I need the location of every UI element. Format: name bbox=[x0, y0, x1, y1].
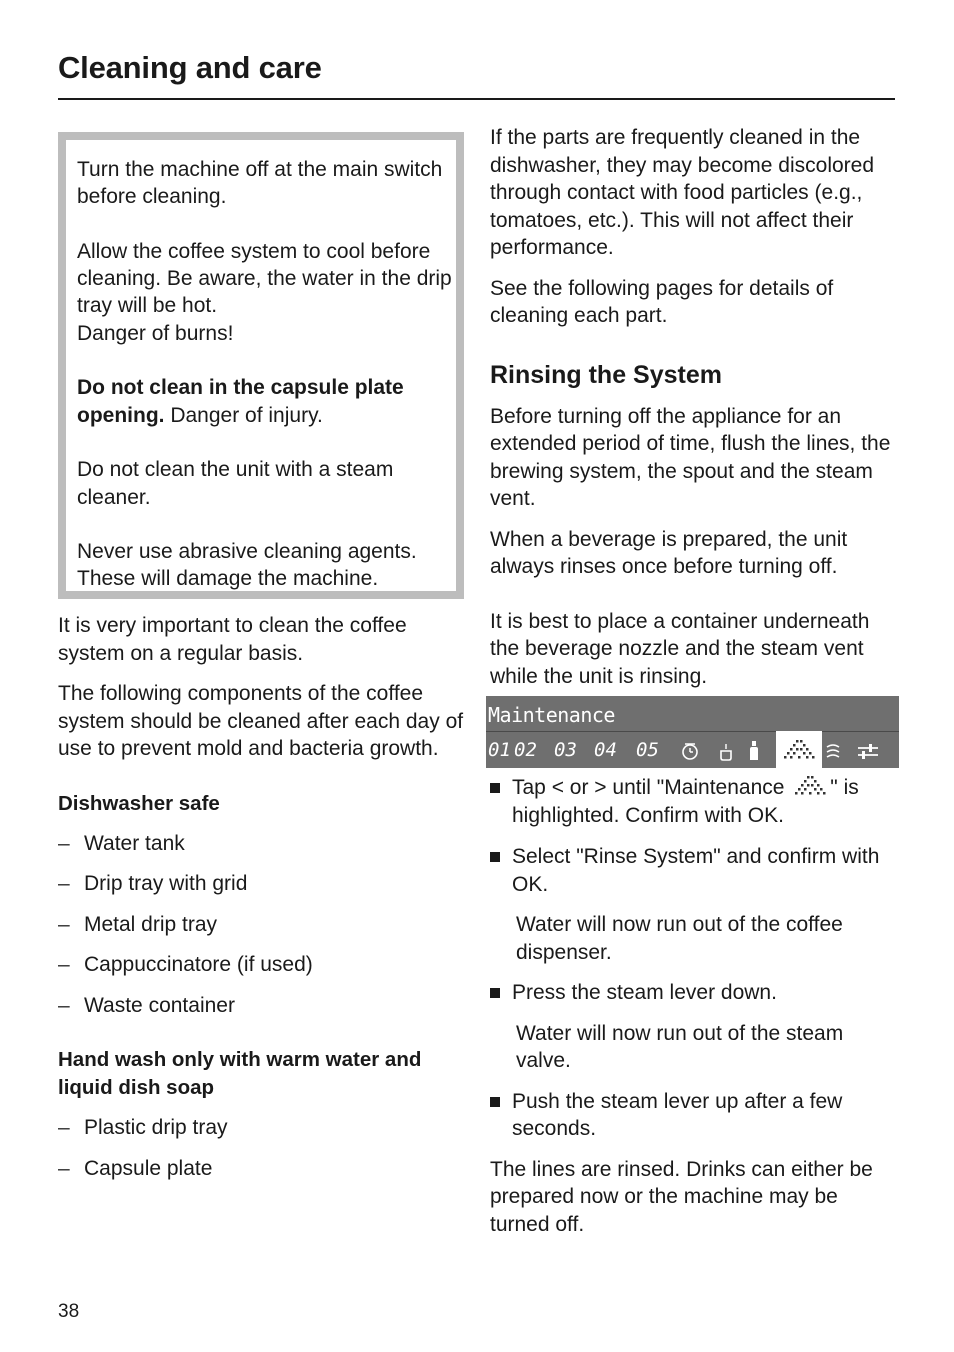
rinse-steps bbox=[490, 774, 900, 1238]
warning-cool: Allow the coffee system to cool before cleaning. Be aware, the water in the drip tray will be hot. Danger of burns! bbox=[77, 239, 452, 345]
rinse-icon bbox=[824, 741, 842, 763]
discoloration-note: If the parts are frequently cleaned in the dishwasher, they may become discolored through contact with food particles (e.g., tomatoes, etc.). This will not affect their performance. bbox=[490, 126, 875, 259]
step-result-steam: Water will now run out of the steam valve. bbox=[516, 1021, 844, 1072]
list-item: – Water tank bbox=[58, 830, 470, 858]
page-number: 38 bbox=[58, 1301, 80, 1322]
dishwasher-heading: Dishwasher safe bbox=[58, 791, 220, 815]
warning-switch-off: Turn the machine off at the main switch before cleaning. bbox=[77, 158, 443, 209]
list-item: – Capsule plate bbox=[58, 1155, 470, 1183]
maintenance-inline-icon bbox=[790, 775, 830, 797]
display-item-04: 04 bbox=[594, 739, 617, 761]
list-item: – Plastic drip tray bbox=[58, 1114, 470, 1142]
display-item-02: 02 bbox=[514, 739, 537, 761]
page-title: Cleaning and care bbox=[58, 50, 322, 85]
step-rinse-system: Select "Rinse System" and confirm with OK. bbox=[490, 843, 900, 898]
rinse-intro: Before turning off the appliance for an extended period of time, flush the lines, the brewing system, the spout and the steam vent. bbox=[490, 404, 891, 510]
intro-regular-cleaning: It is very important to clean the coffee system on a regular basis. bbox=[58, 614, 407, 665]
list-item: – Cappuccinatore (if used) bbox=[58, 951, 470, 979]
display-item-05: 05 bbox=[636, 739, 659, 761]
settings-icon bbox=[856, 742, 880, 760]
handwash-heading: Hand wash only with warm water and liquid dish soap bbox=[58, 1048, 422, 1099]
display-title: Maintenance bbox=[488, 703, 615, 727]
display-menu-row bbox=[486, 732, 899, 768]
list-item: – Drip tray with grid bbox=[58, 870, 470, 898]
step-result-coffee: Water will now run out of the coffee dispenser. bbox=[516, 913, 843, 964]
title-divider bbox=[58, 98, 895, 100]
cup-icon bbox=[718, 742, 736, 762]
maintenance-display bbox=[486, 696, 899, 768]
warning-steam-cleaner: Do not clean the unit with a steam cleaner. bbox=[77, 458, 394, 509]
warning-capsule-opening: Do not clean in the capsule plate opening. Danger of injury. bbox=[77, 376, 404, 427]
warning-box bbox=[58, 132, 464, 599]
step-steam-up: Push the steam lever up after a few seconds. bbox=[490, 1088, 900, 1143]
maintenance-icon bbox=[782, 739, 816, 761]
display-highlight bbox=[776, 731, 822, 768]
rinse-container-tip: It is best to place a container underneath the beverage nozzle and the steam vent while the unit is rinsing. bbox=[490, 609, 870, 688]
bottle-icon bbox=[748, 740, 760, 762]
step-steam-down: Press the steam lever down. bbox=[490, 979, 900, 1007]
list-item: – Metal drip tray bbox=[58, 911, 470, 939]
warning-abrasive: Never use abrasive cleaning agents. These will damage the machine. bbox=[77, 540, 417, 591]
list-item: – Waste container bbox=[58, 992, 470, 1020]
left-column bbox=[58, 612, 470, 1182]
right-column-top bbox=[490, 124, 900, 690]
rinse-heading: Rinsing the System bbox=[490, 360, 722, 389]
timer-icon bbox=[680, 741, 700, 761]
intro-components: The following components of the coffee system should be cleaned after each day of use to prevent mold and bacteria growth. bbox=[58, 682, 464, 760]
see-following-pages: See the following pages for details of cleaning each part. bbox=[490, 276, 834, 327]
display-item-01: 01 bbox=[488, 739, 511, 761]
step-select-maintenance: Tap < or > until "Maintenance " is highlighted. Confirm with OK. bbox=[490, 774, 900, 829]
display-item-03: 03 bbox=[554, 739, 577, 761]
rinse-auto: When a beverage is prepared, the unit always rinses once before turning off. bbox=[490, 527, 848, 578]
rinse-complete: The lines are rinsed. Drinks can either be prepared now or the machine may be turned off. bbox=[490, 1157, 873, 1236]
